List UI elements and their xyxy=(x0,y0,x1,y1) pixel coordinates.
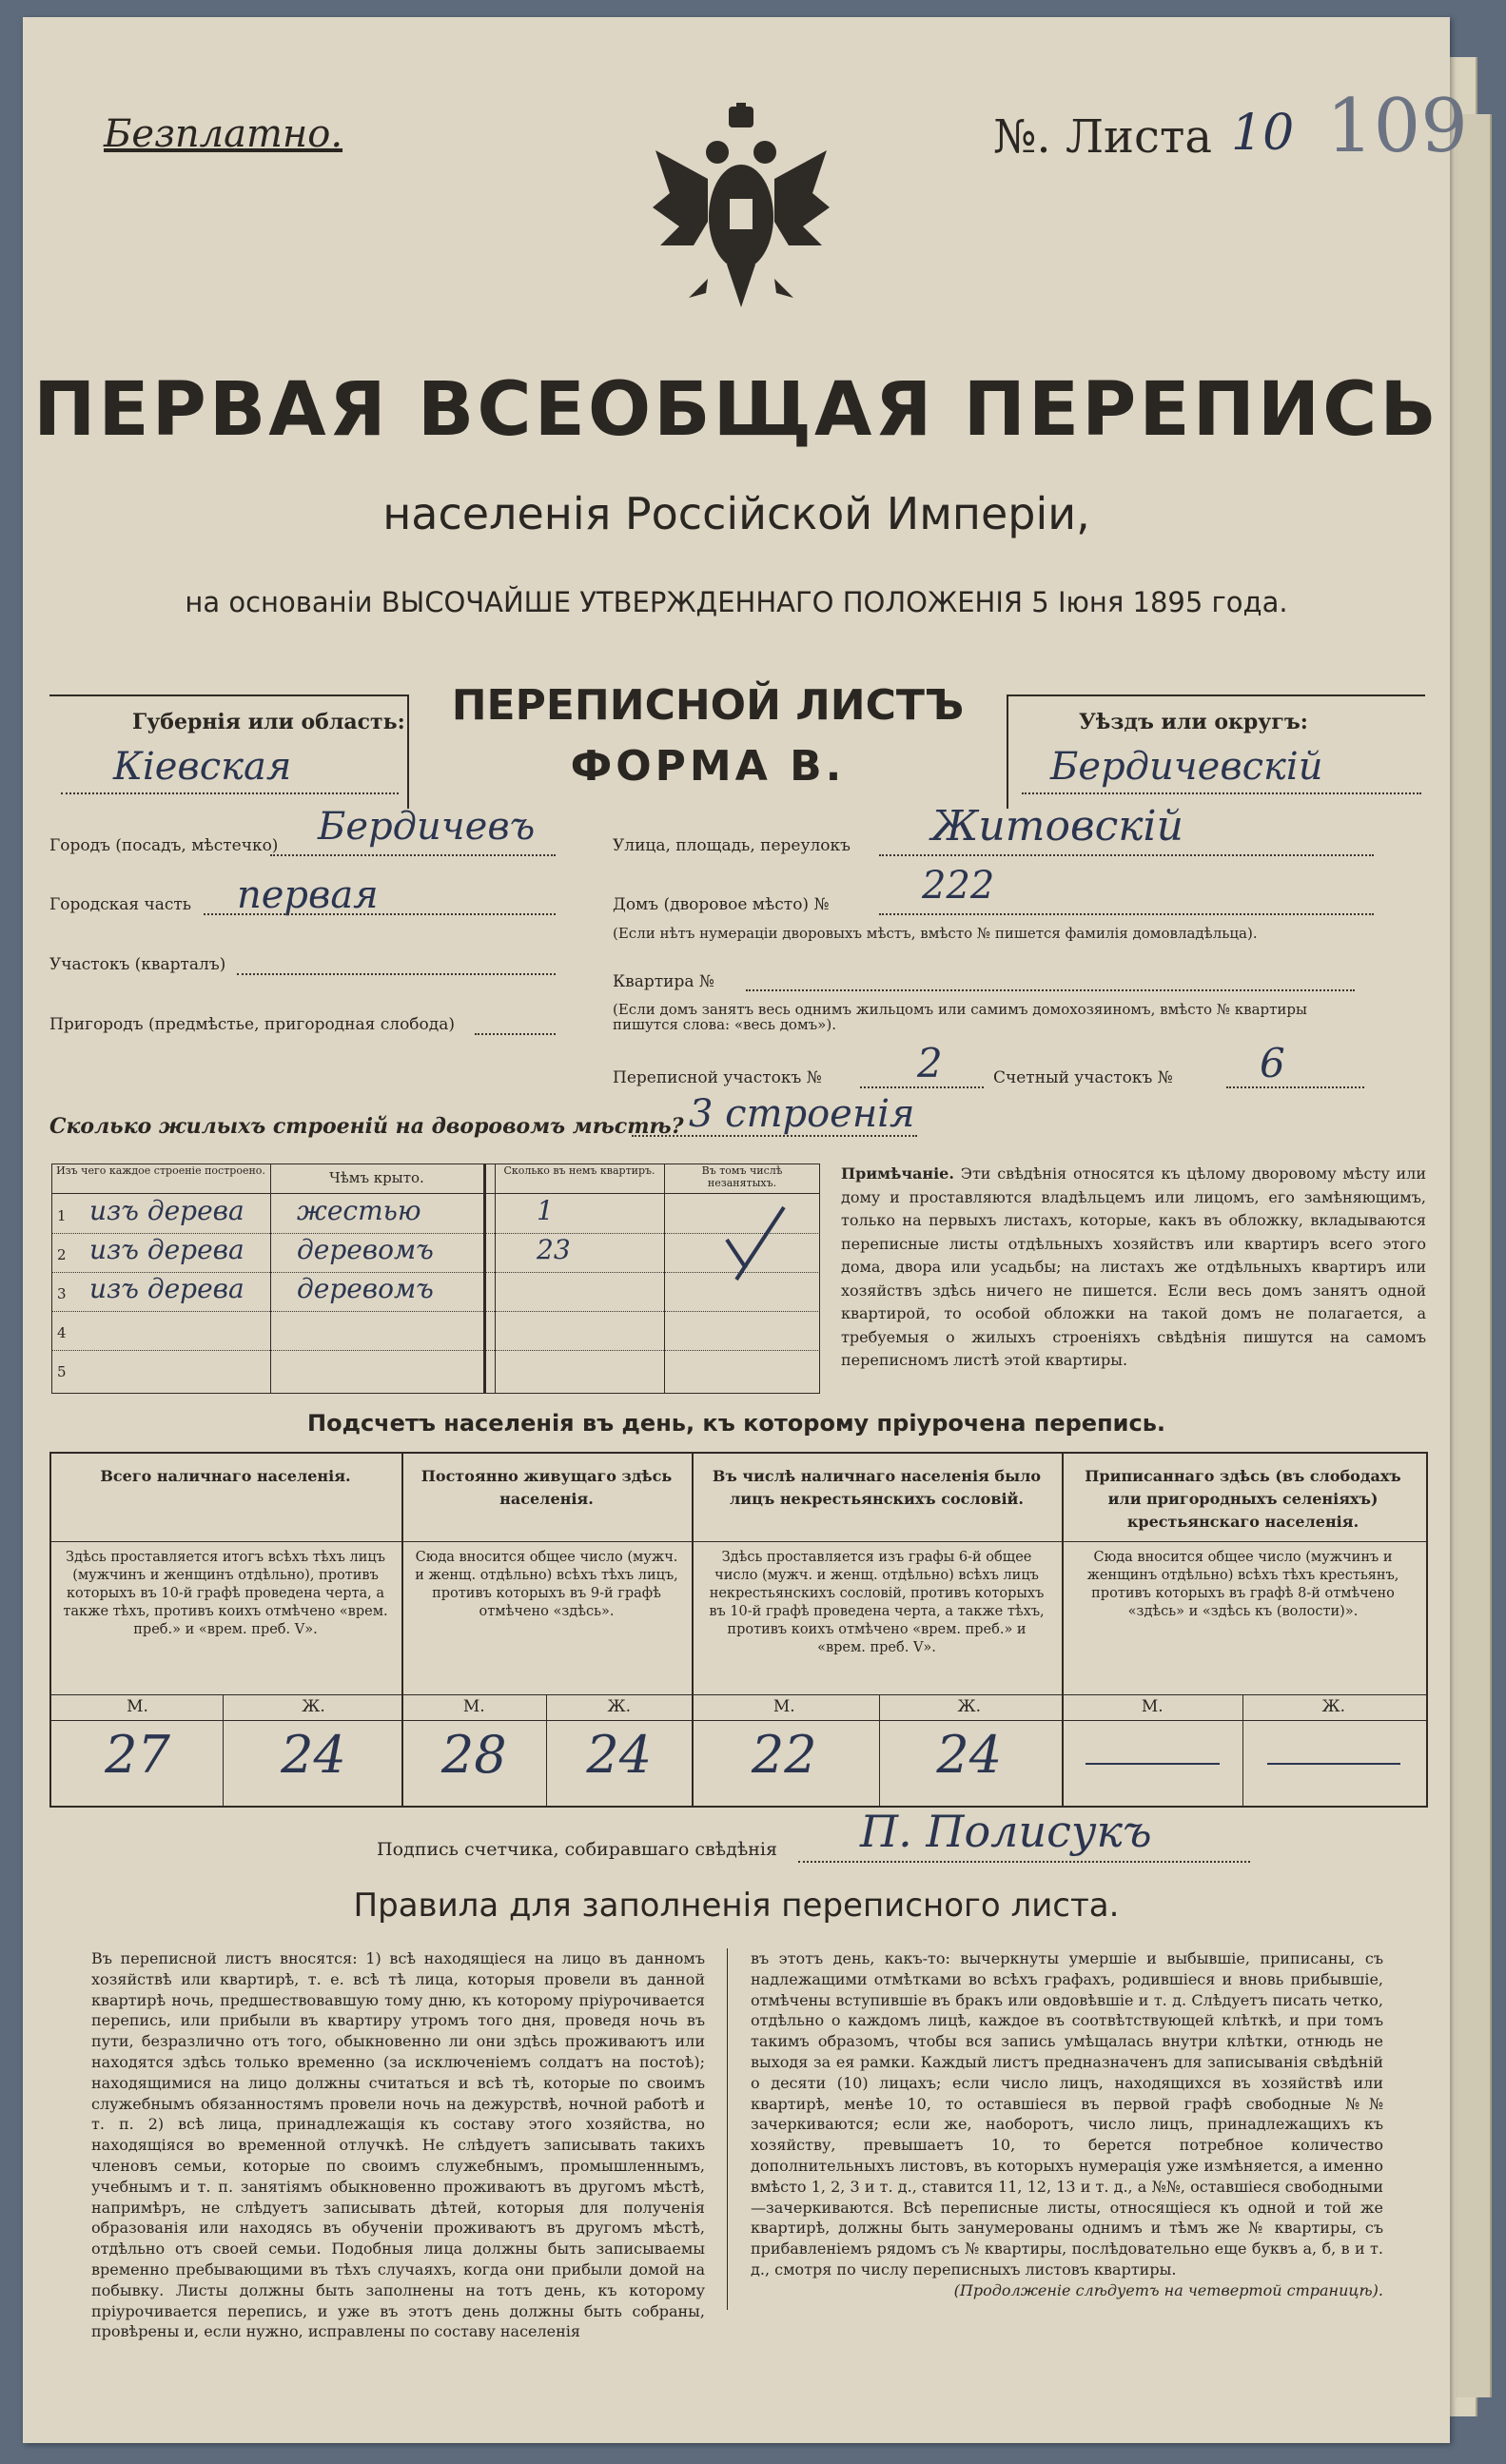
house-label: Домъ (дворовое мѣсто) № xyxy=(613,895,830,914)
population-f-label: Ж. xyxy=(957,1697,981,1716)
buildings-row-roof: жестью xyxy=(297,1195,421,1226)
buildings-row-number: 5 xyxy=(57,1363,67,1380)
population-col-header: Всего наличнаго населенія. xyxy=(100,1467,351,1485)
street-label: Улица, площадь, переулокъ xyxy=(613,836,851,855)
census-basis: на основаніи ВЫСОЧАЙШЕ УТВЕРЖДЕННАГО ПОЛОЖЕНІЯ 5 Іюня 1895 года. xyxy=(185,586,1288,618)
buildings-question: Сколько жилыхъ строеній на дворовомъ мѣстѣ? xyxy=(49,1114,684,1139)
suburb-label: Пригородъ (предмѣстье, пригородная слобода) xyxy=(49,1015,456,1034)
house-value: 222 xyxy=(922,864,995,908)
population-col-desc: Здѣсь проставляется изъ графы 6-й общее число (мужч. и женщ. отдѣльно) всѣхъ лицъ некрестьянскихъ сословій, противъ которыхъ въ 10-й графѣ проведена черта, а также тѣхъ, противъ коихъ отмѣчено «врем. преб.» и «врем. преб. V». xyxy=(709,1550,1045,1655)
buildings-header-material: Изъ чего каждое строеніе построено. xyxy=(56,1164,265,1177)
population-m-label: М. xyxy=(462,1697,485,1716)
buildings-row-apts: 1 xyxy=(537,1195,554,1226)
district-value: Бердичевскій xyxy=(1050,745,1323,789)
census-subtitle: населенія Россійской Имперіи, xyxy=(382,488,1090,539)
buildings-row-roof: деревомъ xyxy=(297,1234,434,1265)
province-value: Кіевская xyxy=(113,745,292,789)
population-m-label: М. xyxy=(1141,1697,1164,1716)
population-f-value: 24 xyxy=(281,1725,346,1785)
count-district-label: Счетный участокъ № xyxy=(993,1068,1173,1087)
buildings-header-vacant: Въ томъ числѣ незанятыхъ. xyxy=(701,1164,783,1189)
underlying-sheet-2 xyxy=(1456,114,1492,2397)
population-title: Подсчетъ населенія въ день, къ которому пріурочена перепись. xyxy=(307,1410,1165,1437)
buildings-row-roof: деревомъ xyxy=(297,1273,434,1304)
population-f-label: Ж. xyxy=(1321,1697,1345,1716)
census-main-title: ПЕРВАЯ ВСЕОБЩАЯ ПЕРЕПИСЬ xyxy=(33,367,1439,453)
apartment-label: Квартира № xyxy=(613,972,714,991)
buildings-row-material: изъ дерева xyxy=(89,1273,244,1304)
city-part-value: первая xyxy=(237,873,379,917)
house-note: (Если нѣтъ нумераціи дворовыхъ мѣстъ, вмѣсто № пишется фамилія домовладѣльца). xyxy=(613,925,1258,942)
buildings-answer: 3 строенія xyxy=(689,1092,915,1136)
imperial-eagle-emblem xyxy=(651,103,831,322)
population-col-header: Постоянно живущаго здѣсь населенія. xyxy=(421,1467,673,1508)
sheet-number-label: №. Листа xyxy=(993,110,1213,164)
buildings-row-number: 1 xyxy=(57,1207,67,1224)
rules-title: Правила для заполненія переписного листа. xyxy=(353,1887,1120,1925)
precinct-label: Участокъ (кварталъ) xyxy=(49,955,226,974)
population-col-desc: Сюда вносится общее число (мужчинъ и женщинъ отдѣльно) всѣхъ тѣхъ крестьянъ, противъ которыхъ въ графѣ 8-й отмѣчено «здѣсь» и «здѣсь къ (волости)». xyxy=(1086,1550,1399,1619)
population-col-header: Въ числѣ наличнаго населенія было лицъ некрестьянскихъ сословій. xyxy=(712,1467,1042,1508)
sheet-number-value: 10 xyxy=(1231,105,1295,162)
count-district-value: 6 xyxy=(1260,1040,1285,1086)
population-empty-dash xyxy=(1085,1763,1220,1765)
population-f-value: 24 xyxy=(586,1725,653,1785)
buildings-row-number: 4 xyxy=(57,1324,67,1341)
population-col-header: Приписаннаго здѣсь (въ слободахъ или пригородныхъ селеніяхъ) крестьянскаго населенія. xyxy=(1085,1467,1401,1531)
rules-text-2: въ этотъ день, какъ-то: вычеркнуты умершіе и выбывшіе, приписаны, съ надлежащими отмѣтками во всѣхъ графахъ, родившіеся и вновь прибывшіе, отмѣчены вступившіе въ бракъ или овдовѣвшіе и т. д. Слѣдуетъ писать четко, отдѣльно о каждомъ лицѣ, каждое въ соотвѣтствующей клѣткѣ, и при томъ такимъ образомъ, чтобы вся запись умѣщалась внутри клѣтки, отнюдь не выходя за ея рамки. Каждый листъ предназначенъ для записыванія свѣдѣній о десяти (10) лицахъ; если число лицъ, находящихся въ хозяйствѣ или квартирѣ, менѣе 10, то оставшіеся въ первой графѣ свободные №№ зачеркиваются; если же, наоборотъ, число лицъ, принадлежащихъ къ хозяйству, превышаетъ 10, то берется потребное количество дополнительныхъ листовъ, въ которыхъ нумерація уже измѣняется, а именно вмѣсто 1, 2, 3 и т. д., ставится 11, 12, 13 и т. д., а №№, оставшіеся свободными—зачеркиваются. Всѣ переписные листы, относящіеся къ одной и той же квартирѣ, должны быть занумерованы однимъ и тѣмъ же № квартиры, съ прибавленіемъ рядомъ съ № квартиры, послѣдовательно еще буквъ а, б, в и т. д., смотря по числу переписныхъ листовъ квартиры. xyxy=(751,1949,1383,2278)
city-value: Бердичевъ xyxy=(318,805,536,849)
signature-value: П. Полисукъ xyxy=(860,1806,1152,1857)
population-f-value: 24 xyxy=(936,1725,1003,1785)
note-text: Эти свѣдѣнія относятся къ цѣлому дворовому мѣсту или дому и проставляются владѣльцемъ или лицомъ, его замѣняющимъ, только на первыхъ листахъ, которые, какъ въ обложку, вкладываются переписные листы отдѣльныхъ хозяйствъ или квартиръ всего этого дома, двора или усадьбы; на листахъ же отдѣльныхъ квартиръ или хозяйствъ здѣсь ничего не пишется. Если весь домъ занятъ одной квартирой, то особой обложки на такой домъ не полагается, а требуемыя о жилыхъ строеніяхъ свѣдѣнія пишутся на самомъ переписномъ листѣ этой квартиры. xyxy=(841,1164,1426,1369)
buildings-note xyxy=(841,1163,1426,1373)
city-part-label: Городская часть xyxy=(49,895,192,914)
signature-label: Подпись счетчика, собиравшаго свѣдѣнія xyxy=(377,1839,777,1860)
buildings-header-roof: Чѣмъ крыто. xyxy=(329,1169,424,1186)
population-col-desc: Сюда вносится общее число (мужч. и женщ. отдѣльно) всѣхъ тѣхъ лицъ, противъ которыхъ въ 9-й графѣ отмѣчено «здѣсь». xyxy=(415,1550,678,1619)
vacant-slash-mark xyxy=(708,1202,803,1287)
buildings-header-apts: Сколько въ немъ квартиръ. xyxy=(503,1164,655,1177)
apartment-note: (Если домъ занятъ весь однимъ жильцомъ или самимъ домохозяиномъ, вмѣсто № квартиры пишутся слова: «весь домъ»). xyxy=(613,1001,1307,1033)
population-m-value: 27 xyxy=(105,1725,170,1785)
rules-column-2 xyxy=(751,1948,1383,2301)
population-m-value: 22 xyxy=(751,1725,817,1785)
archive-number: 109 xyxy=(1326,84,1468,169)
form-name: ФОРМА В. xyxy=(570,742,846,791)
population-f-label: Ж. xyxy=(607,1697,631,1716)
population-m-label: М. xyxy=(773,1697,795,1716)
buildings-row-number: 2 xyxy=(57,1246,67,1263)
district-label: Уѣздъ или округъ: xyxy=(1079,710,1308,734)
buildings-row-material: изъ дерева xyxy=(89,1234,244,1265)
buildings-row-number: 3 xyxy=(57,1285,67,1302)
buildings-row-apts: 23 xyxy=(537,1234,571,1265)
population-col-desc: Здѣсь проставляется итогъ всѣхъ тѣхъ лицъ (мужчинъ и женщинъ отдѣльно), противъ которыхъ въ 10-й графѣ проведена черта, а также тѣхъ, противъ коихъ отмѣчено «врем. преб.» и «врем. преб. V». xyxy=(63,1550,388,1637)
rules-column-1 xyxy=(91,1948,705,2342)
census-district-label: Переписной участокъ № xyxy=(613,1068,822,1087)
city-label: Городъ (посадъ, мѣстечко) xyxy=(49,836,279,855)
free-label: Безплатно. xyxy=(104,112,343,156)
note-title: Примѣчаніе. xyxy=(841,1164,954,1183)
population-m-value: 28 xyxy=(440,1725,507,1785)
census-sheet xyxy=(23,17,1468,2443)
population-m-label: М. xyxy=(127,1697,148,1716)
rules-text-1: Въ переписной листъ вносятся: 1) всѣ находящіеся на лицо въ данномъ хозяйствѣ или квартирѣ, т. е. всѣ тѣ лица, которыя провели въ данной квартирѣ ночь, предшествовавшую тому дню, къ которому пріурочивается перепись, или прибыли въ квартиру утромъ того дня, проведя ночь въ пути, безразлично отъ того, обыкновенно ли они здѣсь проживаютъ или находятся здѣсь только временно (за исключеніемъ солдатъ на постоѣ); находящимися на лицо должны считаться и всѣ тѣ, которые по своимъ служебнымъ обязанностямъ провели ночь на дежурствѣ, ночной работѣ и т. п. 2) всѣ лица, принадлежащія къ составу этого хозяйства, но находящіяся во временной отлучкѣ. Не слѣдуетъ записывать такихъ членовъ семьи, которые по своимъ служебнымъ, промышленнымъ, учебнымъ и т. п. занятіямъ обыкновенно проживаютъ въ другомъ мѣстѣ, напримѣръ, не слѣдуетъ записывать дѣтей, которыя для полученія образованія или находясь въ обученіи проживаютъ въ другомъ мѣстѣ, отдѣльно отъ своей семьи. Подобныя лица должны быть записываемы временно пребывающими въ тѣхъ случаяхъ, когда они прибыли домой на побывку. Листы должны быть заполнены на тотъ день, къ которому пріурочивается перепись, и уже въ этотъ день должны быть собраны, провѣрены и, если нужно, исправлены по составу населенія xyxy=(91,1949,705,2341)
form-sheet-title: ПЕРЕПИСНОЙ ЛИСТЪ xyxy=(451,681,965,730)
population-f-label: Ж. xyxy=(302,1697,325,1716)
rules-continued: (Продолженіе слѣдуетъ на четвертой страницѣ). xyxy=(953,2280,1383,2299)
province-label: Губернія или область: xyxy=(132,710,405,734)
street-value: Житовскій xyxy=(931,802,1183,851)
census-district-value: 2 xyxy=(917,1040,943,1086)
buildings-row-material: изъ дерева xyxy=(89,1195,244,1226)
population-empty-dash xyxy=(1267,1763,1401,1765)
